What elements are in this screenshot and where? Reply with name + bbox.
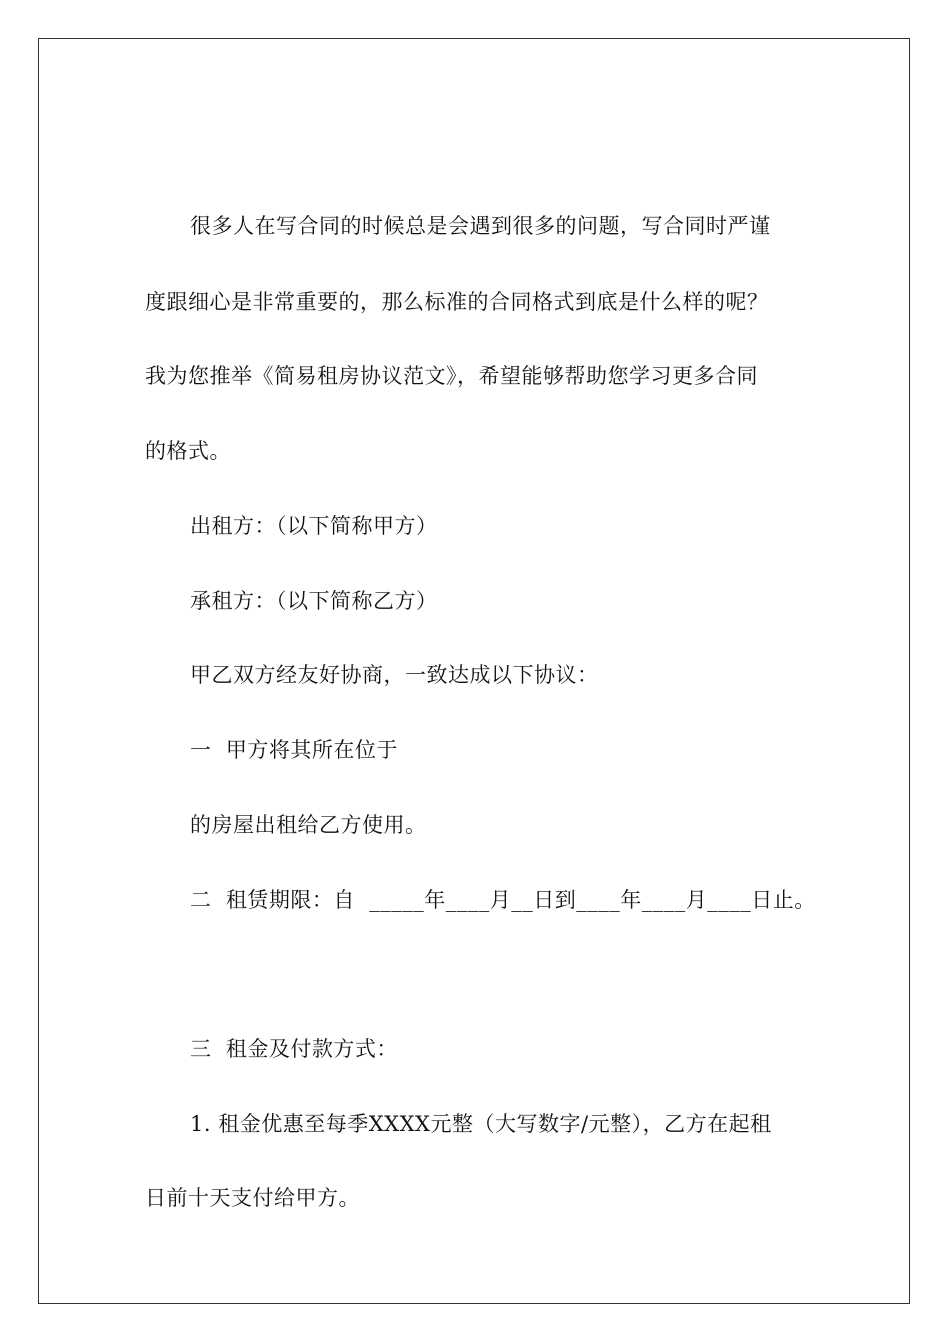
clause-1-line-2: 的房屋出租给乙方使用。	[190, 813, 427, 837]
clause-3-heading: 三 租金及付款方式：	[190, 1037, 398, 1061]
paragraph-intro-line-3: 我为您推举《简易租房协议范文》，希望能够帮助您学习更多合同	[145, 364, 758, 388]
lessee-line: 承租方：（以下简称乙方）	[190, 589, 438, 613]
clause-2-lease-term: 二 租赁期限：自 _____年____月__日到____年____月____日止。	[190, 888, 816, 912]
clause-3-item-1-line-1: 1. 租金优惠至每季XXXX元整（大写数字/元整），乙方在起租	[190, 1112, 772, 1136]
agreement-intro-line: 甲乙双方经友好协商，一致达成以下协议：	[190, 663, 599, 687]
paragraph-intro-line-1: 很多人在写合同的时候总是会遇到很多的问题，写合同时严谨	[190, 214, 771, 238]
lessor-line: 出租方：（以下简称甲方）	[190, 514, 438, 538]
paragraph-intro-line-4: 的格式。	[145, 439, 231, 463]
clause-1-line-1: 一 甲方将其所在位于	[190, 738, 398, 762]
clause-3-item-1-line-2: 日前十天支付给甲方。	[145, 1186, 360, 1210]
paragraph-intro-line-2: 度跟细心是非常重要的，那么标准的合同格式到底是什么样的呢？	[145, 290, 769, 314]
